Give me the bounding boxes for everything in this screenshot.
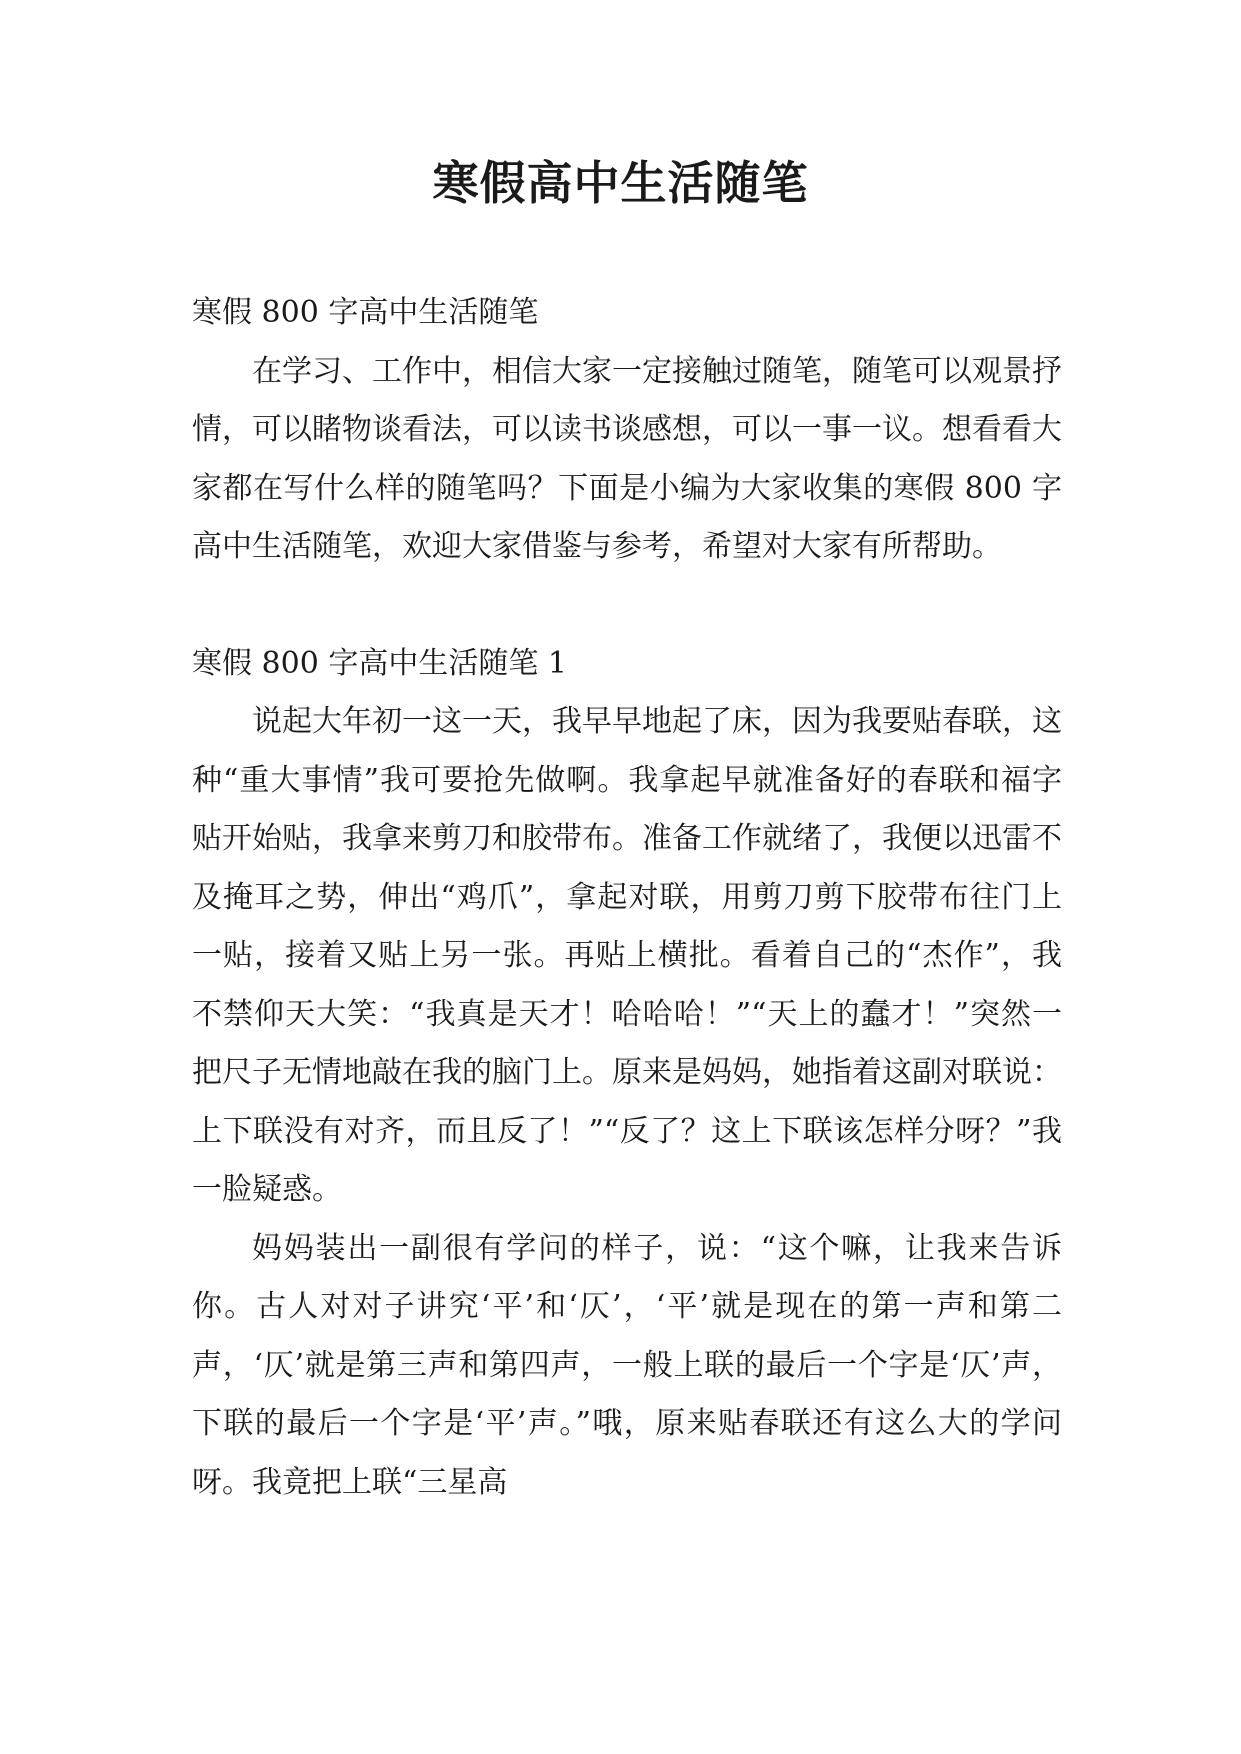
document-title: 寒假高中生活随笔	[432, 156, 809, 210]
document-body	[192, 284, 1062, 1512]
intro-paragraph: 在学习、工作中，相信大家一定接触过随笔，随笔可以观景抒情，可以睹物谈看法，可以读书谈感想，可以一事一议。想看看大家都在写什么样的随笔吗？下面是小编为大家收集的寒假 800 字高中生活随笔，欢迎大家借鉴与参考，希望对大家有所帮助。	[192, 353, 1062, 564]
body-paragraph-1: 说起大年初一这一天，我早早地起了床，因为我要贴春联，这种“重大事情”我可要抢先做啊。我拿起早就准备好的春联和福字贴开始贴，我拿来剪刀和胶带布。准备工作就绪了，我便以迅雷不及掩耳之势，伸出“鸡爪”，拿起对联，用剪刀剪下胶带布往门上一贴，接着又贴上另一张。再贴上横批。看着自己的“杰作”，我不禁仰天大笑：“我真是天才！哈哈哈！”“天上的蠢才！”突然一把尺子无情地敲在我的脑门上。原来是妈妈，她指着这副对联说：上下联没有对齐，而且反了！”“反了？这上下联该怎样分呀？”我一脸疑惑。	[192, 704, 1062, 1207]
paragraph-spacer	[192, 577, 1062, 635]
body-paragraph-2: 妈妈装出一副很有学问的样子，说：“这个嘛，让我来告诉你。古人对对子讲究‘平’和‘仄’，‘平’就是现在的第一声和第二声，‘仄’就是第三声和第四声，一般上联的最后一个字是‘仄’声，下联的最后一个字是‘平’声。”哦，原来贴春联还有这么大的学问呀。我竟把上联“三星高	[192, 1230, 1062, 1500]
document-subtitle: 寒假 800 字高中生活随笔	[192, 295, 539, 330]
section-heading: 寒假 800 字高中生活随笔 1	[192, 645, 567, 681]
